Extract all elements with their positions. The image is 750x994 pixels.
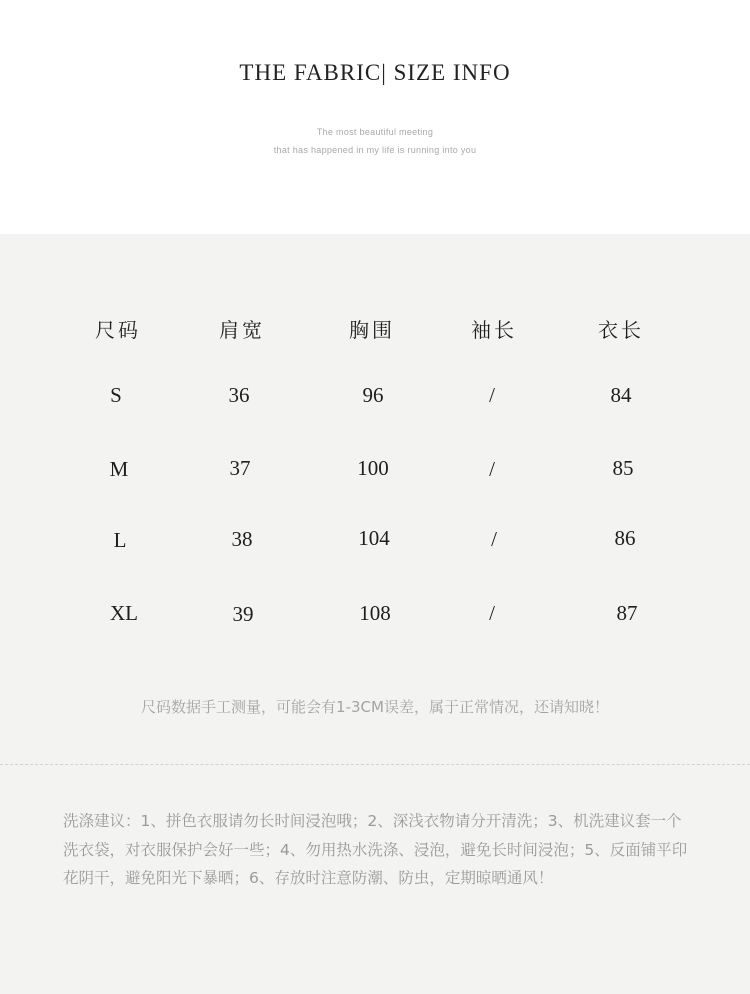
- cell-sleeve: /: [489, 457, 495, 481]
- cell-chest: 104: [358, 526, 390, 550]
- measurement-note: 尺码数据手工测量，可能会有1-3CM误差，属于正常情况，还请知晓！: [141, 698, 609, 716]
- cell-chest: 100: [357, 456, 389, 480]
- cell-sleeve: /: [489, 601, 495, 625]
- cell-length: 86: [614, 526, 636, 550]
- subtitle-line-2: that has happened in my life is running into you: [273, 145, 477, 155]
- cell-shoulder: 38: [231, 527, 253, 551]
- header-shoulder-width: 肩宽: [219, 318, 265, 342]
- cell-sleeve: /: [489, 383, 495, 407]
- header-chest: 胸围: [349, 318, 395, 342]
- cell-shoulder: 37: [229, 456, 251, 480]
- cell-size: L: [113, 528, 127, 552]
- cell-chest: 108: [359, 601, 391, 625]
- cell-length: 87: [616, 601, 638, 625]
- cell-size: S: [110, 383, 122, 407]
- washing-instructions: 洗涤建议：1、拼色衣服请勿长时间浸泡哦；2、深浅衣物请分开清洗；3、机洗建议套一个洗衣袋，对衣服保护会好一些；4、勿用热水洗涤、浸泡，避免长时间浸泡；5、反面铺平印花阴干，避免阳光下暴晒；6、存放时注意防潮、防虫，定期晾晒通风！: [63, 812, 688, 887]
- header-length: 衣长: [598, 318, 644, 342]
- cell-shoulder: 39: [232, 602, 254, 626]
- header-section: [0, 0, 750, 234]
- cell-shoulder: 36: [228, 383, 250, 407]
- header-size: 尺码: [95, 318, 141, 342]
- section-title: THE FABRIC| SIZE INFO: [239, 60, 511, 85]
- subtitle-line-1: The most beautiful meeting: [316, 127, 434, 137]
- cell-length: 84: [610, 383, 632, 407]
- cell-size: XL: [110, 601, 138, 625]
- cell-sleeve: /: [491, 527, 497, 551]
- cell-chest: 96: [362, 383, 384, 407]
- dashed-divider: [0, 764, 750, 765]
- cell-length: 85: [612, 456, 634, 480]
- cell-size: M: [109, 457, 129, 481]
- header-sleeve-length: 袖长: [471, 318, 517, 342]
